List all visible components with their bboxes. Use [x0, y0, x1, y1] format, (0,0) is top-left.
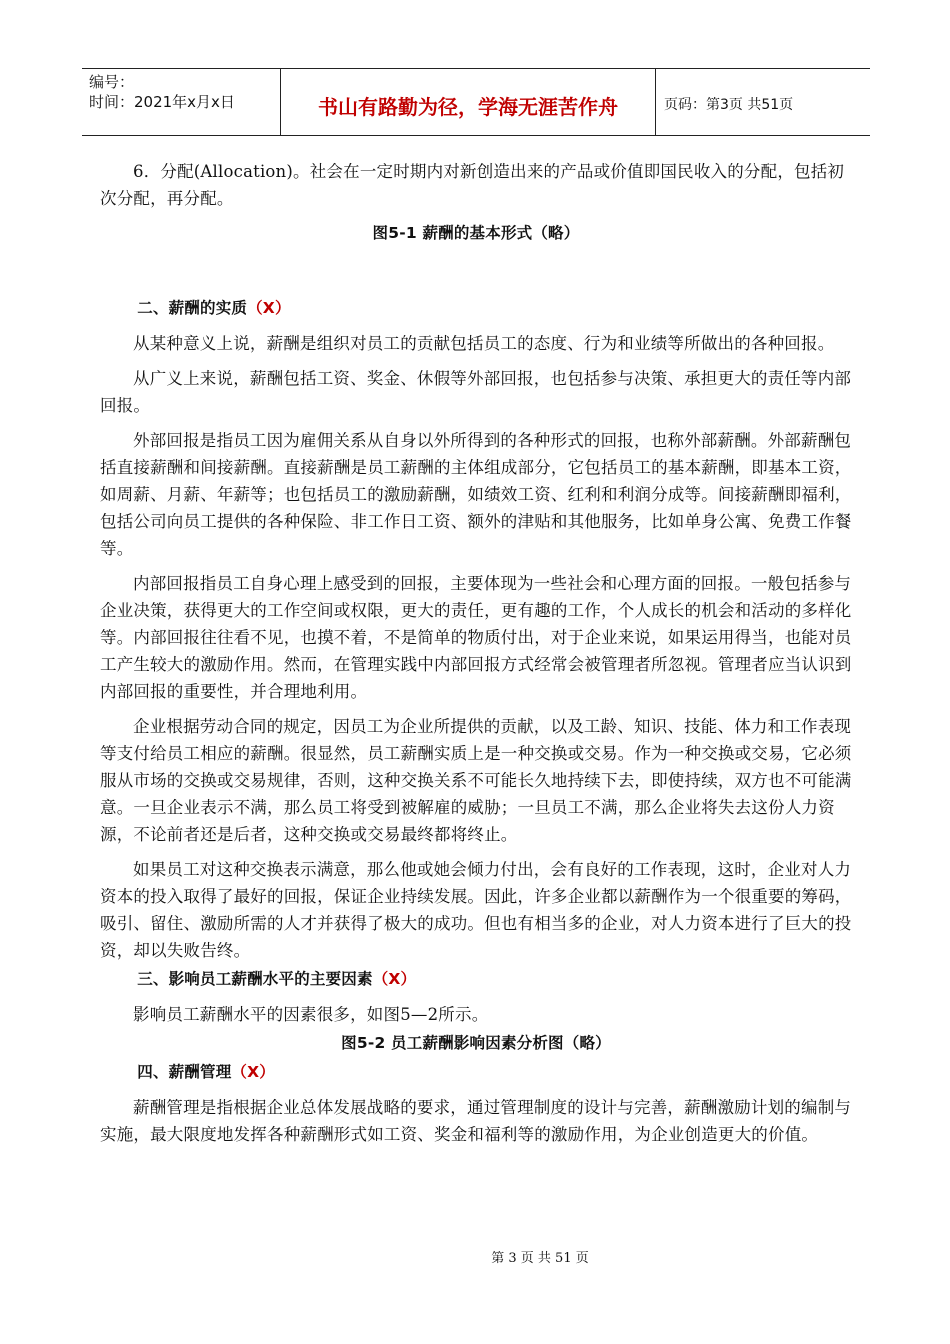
figure-caption-5-1: 图5-1 薪酬的基本形式（略） [372, 224, 580, 242]
section-heading-factors [100, 966, 852, 993]
page-header [82, 68, 870, 136]
header-page-label: 页码：第3页 共51页 [664, 97, 794, 113]
paragraph-allocation: 6．分配(Allocation)。社会在一定时期内对新创造出来的产品或价值即国民收入的分配，包括初次分配，再分配。 [100, 162, 845, 208]
header-motto: 书山有路勤为径，学海无涯苦作舟 [281, 69, 656, 135]
paragraph: 如果员工对这种交换表示满意，那么他或她会倾力付出，会有良好的工作表现，这时，企业对人力资本的投入取得了最好的回报，保证企业持续发展。因此，许多企业都以薪酬作为一个很重要的筹码，吸引、留住、激励所需的人才并获得了极大的成功。但也有相当多的企业，对人力资本进行了巨大的投资，却以失败告终。 [100, 860, 852, 960]
heading-mark: （X） [231, 1063, 275, 1081]
document-body [100, 158, 852, 1156]
heading-mark: （X） [247, 299, 291, 317]
section-heading-management [100, 1059, 852, 1086]
figure-caption-5-2: 图5-2 员工薪酬影响因素分析图（略） [341, 1034, 611, 1052]
heading-text: 四、薪酬管理 [137, 1063, 232, 1081]
heading-mark: （X） [372, 970, 417, 988]
page-footer: 第 3 页 共 51 页 [491, 1251, 589, 1266]
heading-text: 二、薪酬的实质 [137, 299, 248, 317]
paragraph: 内部回报指员工自身心理上感受到的回报，主要体现为一些社会和心理方面的回报。一般包括参与企业决策，获得更大的工作空间或权限，更大的责任，更有趣的工作，个人成长的机会和活动的多样化等。内部回报往往看不见，也摸不着，不是简单的物质付出，对于企业来说，如果运用得当，也能对员工产生较大的激励作用。然而，在管理实践中内部回报方式经常会被管理者所忽视。管理者应当认识到内部回报的重要性，并合理地利用。 [100, 574, 852, 701]
document-date-label: 时间：2021年x月x日 [89, 93, 235, 111]
header-meta [82, 69, 281, 135]
paragraph: 薪酬管理是指根据企业总体发展战略的要求，通过管理制度的设计与完善，薪酬激励计划的编制与实施，最大限度地发挥各种薪酬形式如工资、奖金和福利等的激励作用，为企业创造更大的价值。 [100, 1098, 852, 1144]
paragraph: 从某种意义上说，薪酬是组织对员工的贡献包括员工的态度、行为和业绩等所做出的各种回报。 [133, 334, 835, 353]
paragraph: 企业根据劳动合同的规定，因员工为企业所提供的贡献，以及工龄、知识、技能、体力和工作表现等支付给员工相应的薪酬。很显然，员工薪酬实质上是一种交换或交易。作为一种交换或交易，它必须服从市场的交换或交易规律，否则，这种交换关系不可能长久地持续下去，即使持续，双方也不可能满意。一旦企业表示不满，那么员工将受到被解雇的威胁；一旦员工不满，那么企业将失去这份人力资源，不论前者还是后者，这种交换或交易最终都将终止。 [100, 717, 852, 844]
section-heading-essence [100, 295, 852, 322]
paragraph: 从广义上来说，薪酬包括工资、奖金、休假等外部回报，也包括参与决策、承担更大的责任等内部回报。 [100, 369, 852, 415]
document-number-label: 编号： [89, 73, 135, 91]
paragraph: 外部回报是指员工因为雇佣关系从自身以外所得到的各种形式的回报，也称外部薪酬。外部薪酬包括直接薪酬和间接薪酬。直接薪酬是员工薪酬的主体组成部分，它包括员工的基本薪酬，即基本工资，如周薪、月薪、年薪等；也包括员工的激励薪酬，如绩效工资、红利和利润分成等。间接薪酬即福利，包括公司向员工提供的各种保险、非工作日工资、额外的津贴和其他服务，比如单身公寓、免费工作餐等。 [100, 431, 852, 558]
paragraph: 影响员工薪酬水平的因素很多，如图5—2所示。 [133, 1005, 489, 1024]
heading-text: 三、影响员工薪酬水平的主要因素 [137, 970, 373, 988]
